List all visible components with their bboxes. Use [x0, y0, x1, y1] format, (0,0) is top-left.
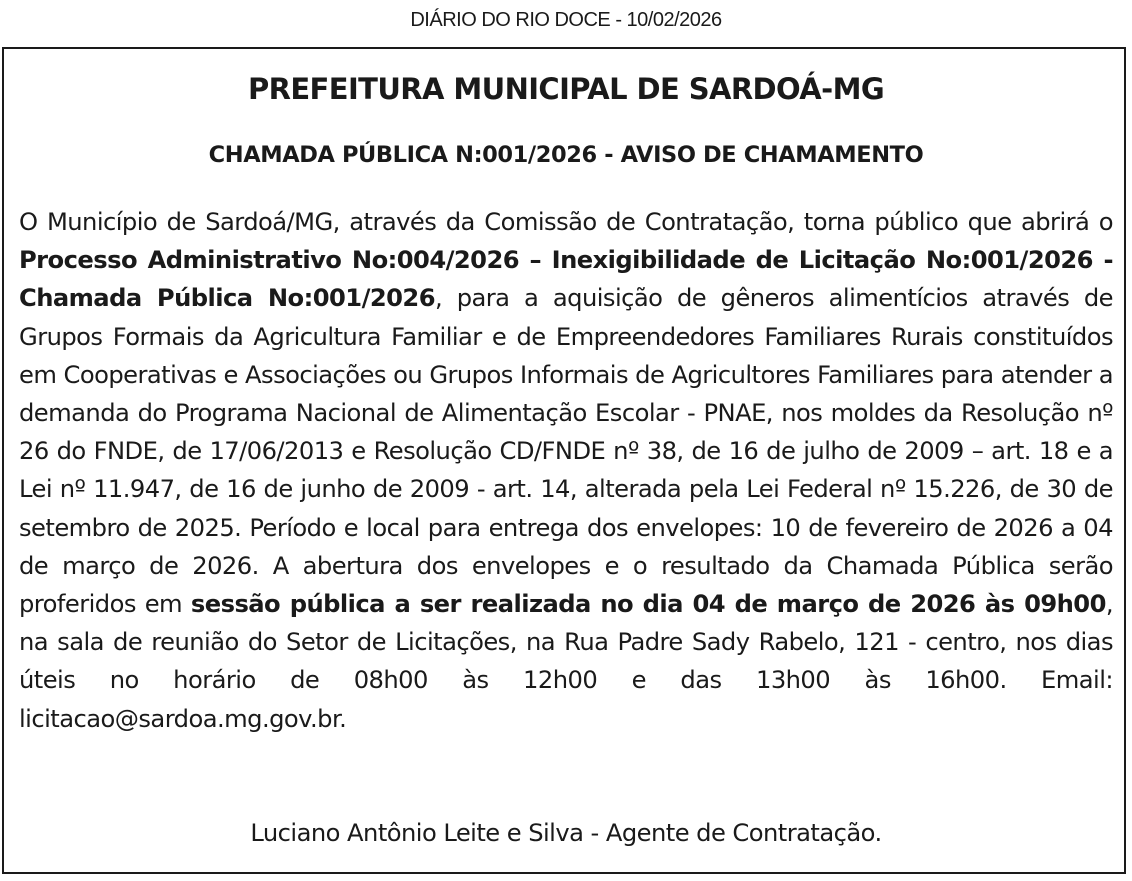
body-text-intro: O Município de Sardoá/MG, através da Comissão de Contratação, torna público que abrirá o: [19, 208, 1113, 236]
body-text-location: , na sala de reunião do Setor de Licitações, na Rua Padre Sady Rabelo, 121 - centro, nos dias úteis no horário de 08h00 às 12h00 e das 13h00 às 16h00. Email: licitacao@sardoa.mg.gov.br.: [19, 590, 1113, 733]
body-session-date: sessão pública a ser realizada no dia 04 de março de 2026 às 09h00: [190, 590, 1106, 619]
body-text-details: , para a aquisição de gêneros alimentícios através de Grupos Formais da Agricultura Familiar e de Empreendedores Familiares Rurais constituídos em Cooperativas e Associações ou Grupos Informais de Agricultores Familiares para atender a demanda do Programa Nacional de Alimentação Escolar - PNAE, nos moldes da Resolução nº 26 do FNDE, de 17/06/2013 e Resolução CD/FNDE nº 38, de 16 de julho de 2009 – art. 18 e a Lei nº 11.947, de 16 de junho de 2009 - art. 14, alterada pela Lei Federal nº 15.226, de 30 de setembro de 2025. Período e local para entrega dos envelopes: 10 de fevereiro de 2026 a 04 de março de 2026. A abertura dos envelopes e o resultado da Chamada Pública serão proferidos em: [19, 284, 1114, 619]
notice-subtitle: CHAMADA PÚBLICA N:001/2026 - AVISO DE CHAMAMENTO: [208, 142, 924, 168]
newspaper-header: DIÁRIO DO RIO DOCE - 10/02/2026: [410, 9, 722, 31]
notice-signature: Luciano Antônio Leite e Silva - Agente de Contratação.: [250, 819, 882, 847]
body-process-reference: Processo Administrativo No:004/2026 – Inexigibilidade de Licitação No:001/2026 - Chamada Pública No:001/2026: [19, 246, 1113, 313]
notice-body: [19, 203, 1113, 738]
notice-title: PREFEITURA MUNICIPAL DE SARDOÁ-MG: [247, 72, 885, 106]
